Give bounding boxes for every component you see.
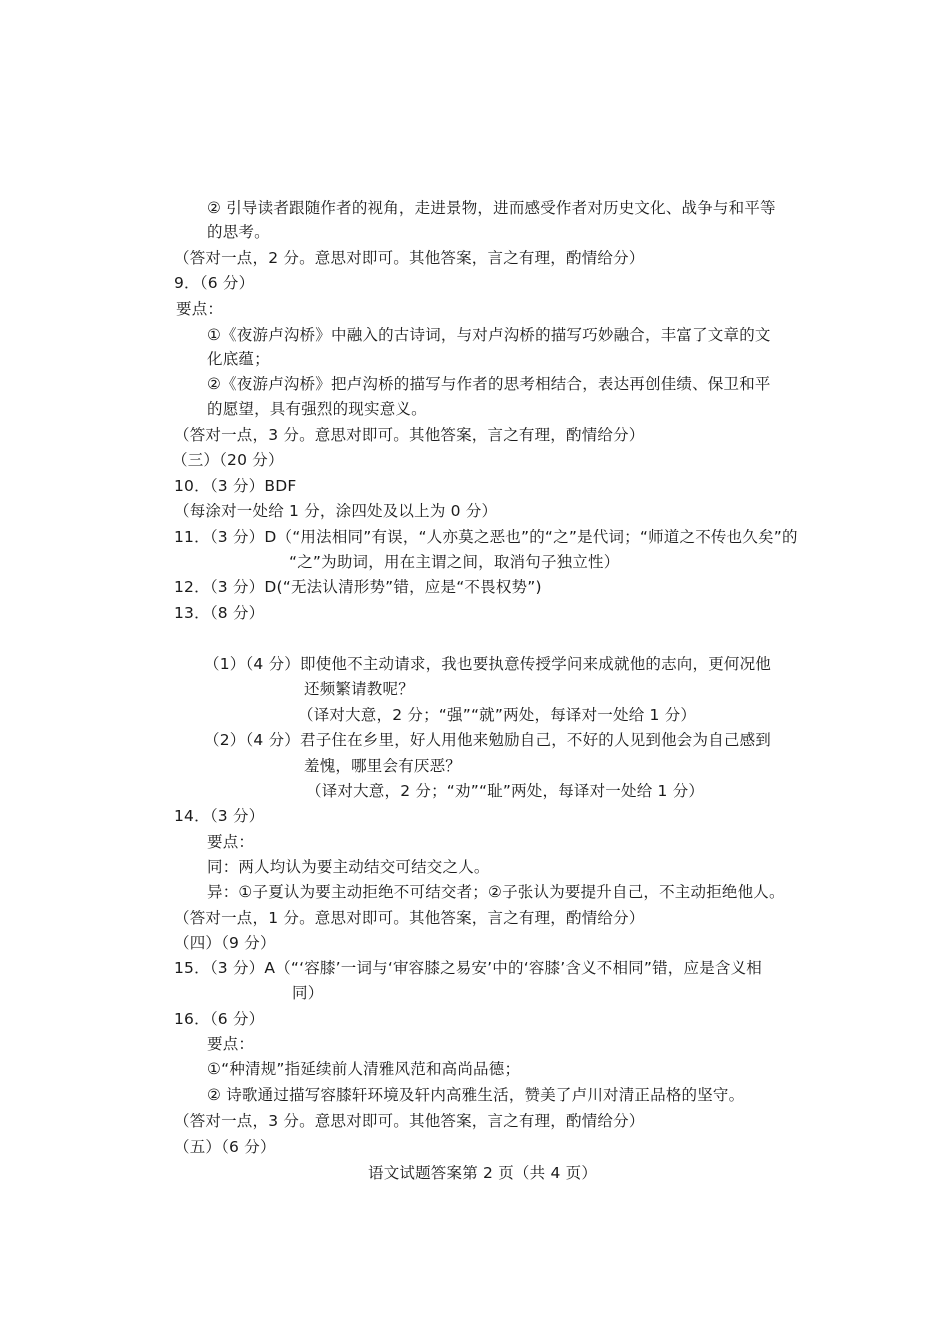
text-line: 羞愧，哪里会有厌恶？ bbox=[304, 757, 462, 775]
text-line: （1）（4 分）即使他不主动请求，我也要执意传授学问来成就他的志向，更何况他 bbox=[204, 655, 772, 673]
question-heading: 9．（6 分） bbox=[174, 274, 255, 292]
text-line: 要点： bbox=[207, 1035, 255, 1053]
text-line: ② 引导读者跟随作者的视角，走进景物，进而感受作者对历史文化、战争与和平等 bbox=[207, 199, 776, 217]
question-heading: 14．（3 分） bbox=[174, 807, 265, 825]
text-line: ①《夜游卢沟桥》中融入的古诗词，与对卢沟桥的描写巧妙融合，丰富了文章的文 bbox=[207, 326, 771, 344]
question-heading: 10．（3 分）BDF bbox=[174, 477, 297, 495]
text-line: ②《夜游卢沟桥》把卢沟桥的描写与作者的思考相结合，表达再创佳绩、保卫和平 bbox=[207, 375, 771, 393]
question-heading: 11．（3 分）D（“用法相同”有误，“人亦莫之恶也”的“之”是代词；“师道之不传也久矣”的 bbox=[174, 528, 798, 546]
text-line: 要点： bbox=[176, 300, 224, 318]
text-line: （2）（4 分）君子住在乡里，好人用他来勉励自己，不好的人见到他会为自己感到 bbox=[204, 731, 772, 749]
text-line: （答对一点，2 分。意思对即可。其他答案，言之有理，酌情给分） bbox=[174, 249, 645, 267]
text-line: 化底蕴； bbox=[207, 350, 270, 368]
text-line: ①“种清规”指延续前人清雅风范和高尚品德； bbox=[207, 1060, 521, 1078]
section-heading: （五）（6 分） bbox=[174, 1138, 276, 1156]
text-line: （答对一点，3 分。意思对即可。其他答案，言之有理，酌情给分） bbox=[174, 1112, 645, 1130]
text-line: 要点： bbox=[207, 833, 255, 851]
question-heading: 16．（6 分） bbox=[174, 1010, 265, 1028]
page-footer: 语文试题答案第 2 页（共 4 页） bbox=[368, 1164, 598, 1182]
text-line: 同：两人均认为要主动结交可结交之人。 bbox=[207, 858, 490, 876]
question-heading: 12．（3 分）D(“无法认清形势”错，应是“不畏权势”) bbox=[174, 578, 542, 596]
text-line: 还频繁请教呢？ bbox=[304, 680, 414, 698]
text-line: （译对大意，2 分；“劝”“耻”两处，每译对一处给 1 分） bbox=[306, 782, 705, 800]
text-line: 异：①子夏认为要主动拒绝不可结交者；②子张认为要提升自己，不主动拒绝他人。 bbox=[207, 883, 785, 901]
text-line: “之”为助词，用在主谓之间，取消句子独立性） bbox=[289, 553, 620, 571]
text-line: 的思考。 bbox=[207, 223, 270, 241]
text-line: 的愿望，具有强烈的现实意义。 bbox=[207, 400, 427, 418]
section-heading: （四）（9 分） bbox=[174, 934, 276, 952]
text-line: ② 诗歌通过描写容膝轩环境及轩内高雅生活，赞美了卢川对清正品格的坚守。 bbox=[207, 1086, 745, 1104]
text-line: （译对大意，2 分；“强”“就”两处，每译对一处给 1 分） bbox=[298, 706, 697, 724]
section-heading: （三）（20 分） bbox=[172, 451, 284, 469]
question-heading: 15．（3 分）A（“‘容膝’一词与‘审容膝之易安’中的‘容膝’含义不相同”错，应是含义相 bbox=[174, 959, 762, 977]
text-line: （每涂对一处给 1 分，涂四处及以上为 0 分） bbox=[174, 502, 498, 520]
question-heading: 13．（8 分） bbox=[174, 604, 265, 622]
text-line: 同） bbox=[292, 984, 324, 1002]
text-line: （答对一点，1 分。意思对即可。其他答案，言之有理，酌情给分） bbox=[174, 909, 645, 927]
text-line: （答对一点，3 分。意思对即可。其他答案，言之有理，酌情给分） bbox=[174, 426, 645, 444]
